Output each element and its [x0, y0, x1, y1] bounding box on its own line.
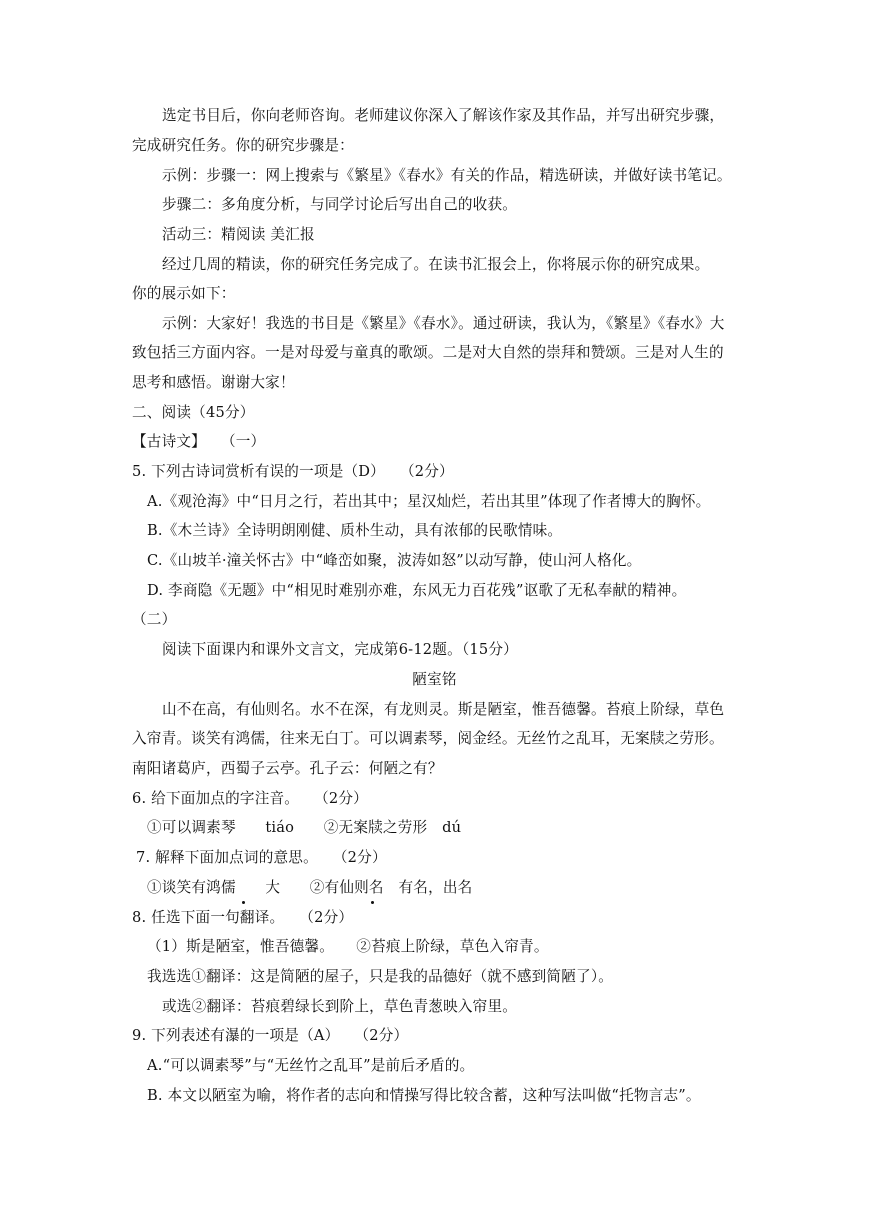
answer-line: （1）斯是陋室，惟吾德馨。 ②苔痕上阶绿，草色入帘青。: [147, 938, 549, 955]
question-line: 5. 下列古诗词赏析有误的一项是（D） （2分）: [132, 463, 454, 480]
option-line: D. 李商隐《无题》中“相见时难别亦难，东风无力百花残”讴歌了无私奉献的精神。: [147, 582, 687, 599]
answer-line: ①可以调素琴 tiáo ②无案牍之劳形 dú: [147, 819, 462, 836]
paragraph-line: 你的展示如下：: [132, 285, 236, 302]
passage-title: 陋室铭: [412, 671, 457, 688]
question-line: 8. 任选下面一句翻译。 （2分）: [132, 909, 354, 926]
paragraph-line: 完成研究任务。你的研究步骤是：: [132, 137, 354, 154]
paragraph-line: 经过几周的精读，你的研究任务完成了。在读书汇报会上，你将展示你的研究成果。: [162, 256, 710, 273]
paragraph-line: 致包括三方面内容。一是对母爱与童真的歌颂。二是对大自然的崇拜和赞颂。三是对人生的: [132, 344, 724, 361]
passage-line: 入帘青。谈笑有鸿儒，往来无白丁。可以调素琴，阅金经。无丝竹之乱耳，无案牍之劳形。: [132, 730, 724, 747]
question-line: 6. 给下面加点的字注音。 （2分）: [132, 790, 368, 807]
emphasis-dot: [242, 901, 245, 904]
option-line: C.《山坡羊·潼关怀古》中“峰峦如聚，波涛如怒”以动写静，使山河人格化。: [147, 552, 642, 569]
option-line: B. 本文以陋室为喻，将作者的志向和情操写得比较含蓄，这种写法叫做“托物言志”。: [147, 1087, 701, 1104]
answer-line: 我选选①翻译：这是简陋的屋子，只是我的品德好（就不感到简陋了）。: [147, 968, 614, 985]
paragraph-line: 示例：大家好！我选的书目是《繁星》《春水》。通过研读，我认为，《繁星》《春水》大: [162, 315, 725, 332]
paragraph-line: 思考和感悟。谢谢大家！: [132, 374, 295, 391]
paragraph-line: 阅读下面课内和课外文言文，完成第6-12题。（15分）: [162, 641, 518, 658]
paragraph-line: 示例：步骤一：网上搜索与《繁星》《春水》有关的作品，精选研读，并做好读书笔记。: [162, 167, 732, 184]
paragraph-line: 选定书目后，你向老师咨询。老师建议你深入了解该作家及其作品，并写出研究步骤，: [162, 107, 725, 124]
passage-line: 南阳诸葛庐，西蜀子云亭。孔子云：何陋之有？: [132, 760, 443, 777]
section-heading: 活动三：精阅读 美汇报: [162, 226, 315, 243]
section-heading: （二）: [132, 611, 177, 628]
question-line: 9. 下列表述有瀑的一项是（A） （2分）: [132, 1027, 409, 1044]
paragraph-line: 步骤二：多角度分析，与同学讨论后写出自己的收获。: [162, 196, 518, 213]
question-line: 7. 解释下面加点词的意思。 （2分）: [136, 849, 387, 866]
option-line: A.《观沧海》中“日月之行，若出其中；星汉灿烂，若出其里”体现了作者博大的胸怀。: [147, 493, 711, 510]
passage-line: 山不在高，有仙则名。水不在深，有龙则灵。斯是陋室，惟吾德馨。苔痕上阶绿，草色: [162, 701, 725, 718]
section-heading: 二、阅读（45分）: [132, 404, 255, 421]
section-heading: 【古诗文】 （一）: [132, 433, 266, 450]
emphasis-dot: [371, 901, 374, 904]
option-line: B.《木兰诗》全诗明朗刚健、质朴生动，具有浓郁的民歌情味。: [147, 522, 563, 539]
option-line: A.“可以调素琴”与“无丝竹之乱耳”是前后矛盾的。: [147, 1057, 475, 1074]
answer-line: 或选②翻译：苔痕碧绿长到阶上，草色青葱映入帘里。: [162, 998, 518, 1015]
answer-line: ①谈笑有鸿儒 大 ②有仙则名 有名，出名: [147, 879, 473, 896]
